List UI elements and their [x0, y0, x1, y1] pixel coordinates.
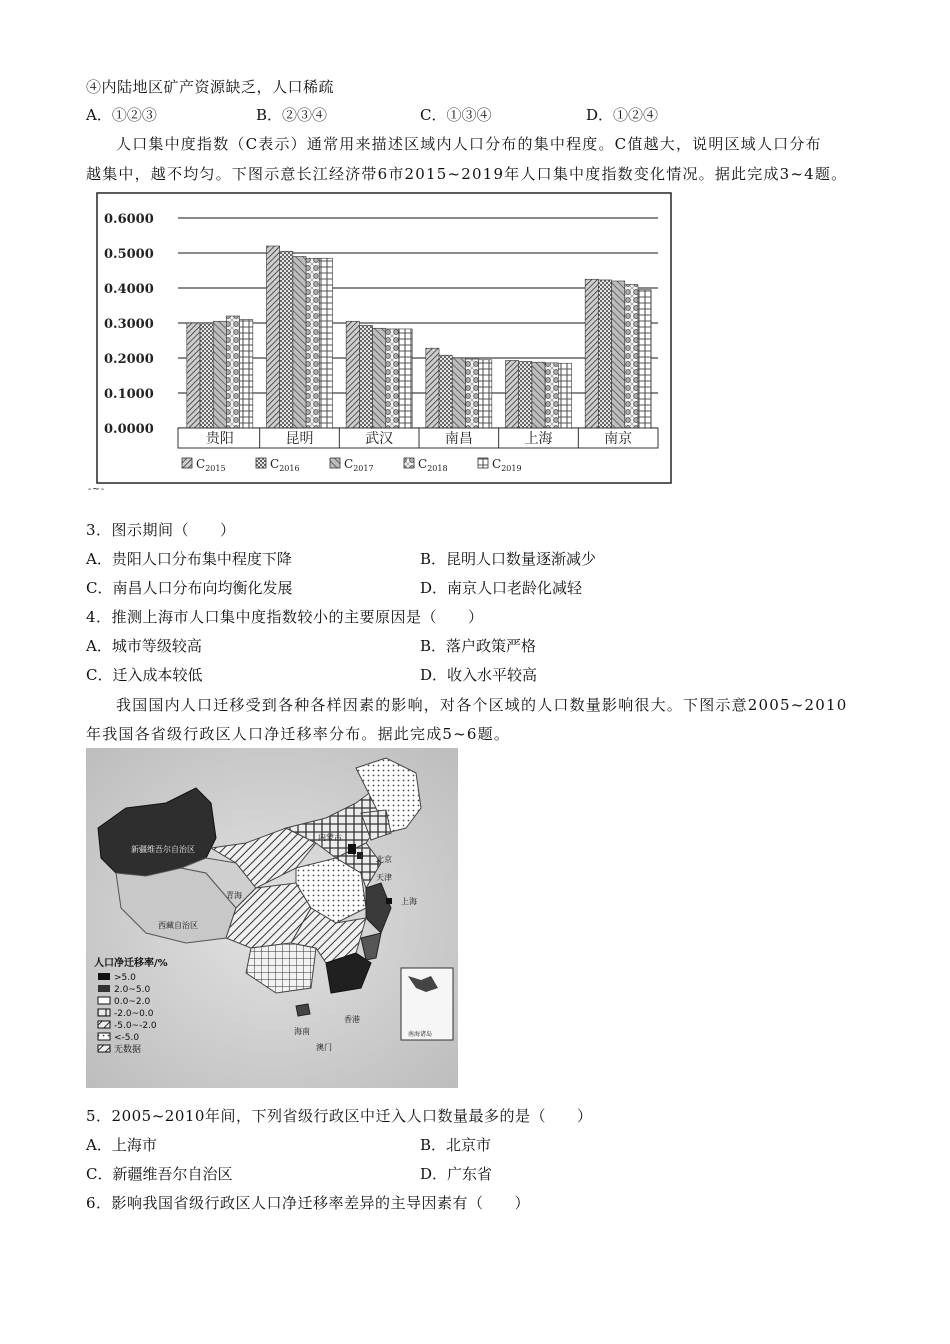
- intro2-line1: 我国国内人口迁移受到各种各样因素的影响，对各个区域的人口数量影响很大。下图示意2005~2010: [116, 696, 848, 714]
- option-key: B．: [420, 1136, 447, 1154]
- concentration-index-chart: [96, 192, 672, 484]
- x-category-label: 武汉: [365, 431, 394, 447]
- legend-label: $C_{2017}$: [344, 457, 374, 473]
- legend-swatch: [404, 458, 414, 468]
- q5-option-b[interactable]: [420, 1134, 491, 1155]
- option-text: ①②③: [111, 106, 157, 124]
- bar-南京-C2017: [612, 281, 625, 428]
- bar-南京-C2016: [598, 280, 611, 428]
- option-key: C．: [86, 1165, 113, 1183]
- y-tick-label: 0.3000: [104, 317, 154, 332]
- label-xianggang: 香港: [344, 1015, 360, 1024]
- option-key: D．: [420, 1165, 448, 1183]
- option-text: ①③④: [446, 106, 492, 124]
- option-text: 南昌人口分布向均衡化发展: [112, 579, 293, 597]
- bar-昆明-C2017: [293, 257, 306, 429]
- legend-label: $C_{2019}$: [492, 457, 522, 473]
- option-text: ②③④: [282, 106, 328, 124]
- q2-item-4: ④内陆地区矿产资源缺乏，人口稀疏: [86, 78, 335, 96]
- bar-贵阳-C2017: [213, 321, 226, 428]
- label-aomen: 澳门: [316, 1043, 332, 1052]
- legend-swatch: [256, 458, 266, 468]
- option-key: B．: [420, 637, 447, 655]
- region-hainan: [296, 1004, 310, 1016]
- q5-option-d[interactable]: [420, 1163, 492, 1184]
- legend-label-neg5toneg2: -5.0~-2.0: [114, 1021, 157, 1031]
- q2-option-a[interactable]: [86, 104, 157, 125]
- intro1-line1: 人口集中度指数（C表示）通常用来描述区域内人口分布的集中程度。C值越大，说明区域人口分布: [116, 135, 822, 153]
- q4-option-a[interactable]: [86, 635, 202, 656]
- x-category-label: 昆明: [285, 431, 314, 447]
- option-key: A．: [86, 550, 112, 568]
- option-text: 北京市: [446, 1136, 492, 1154]
- q3-option-a[interactable]: [86, 548, 292, 569]
- scan-artifact-mark: -~-: [88, 484, 105, 495]
- bar-南昌-C2018: [465, 359, 478, 428]
- bar-昆明-C2016: [280, 251, 293, 428]
- option-text: 新疆维吾尔自治区: [112, 1165, 233, 1183]
- bar-上海-C2016: [519, 362, 532, 429]
- q4-option-c[interactable]: [86, 664, 203, 685]
- option-text: 城市等级较高: [111, 637, 202, 655]
- q2-option-c[interactable]: [420, 104, 492, 125]
- label-beijing: 北京: [376, 855, 392, 864]
- label-xizang: 西藏自治区: [158, 921, 198, 930]
- legend-swatch-neg5toneg2: [98, 1021, 110, 1028]
- y-tick-label: 0.0000: [104, 422, 154, 437]
- label-shanghai: 上海: [401, 897, 417, 906]
- region-beijing: [348, 844, 356, 854]
- bar-南京-C2015: [585, 279, 598, 428]
- intro2-line2: 年我国各省级行政区人口净迁移率分布。据此完成5~6题。: [86, 725, 511, 743]
- q5-stem: 5．2005~2010年间，下列省级行政区中迁入人口数量最多的是（ ）: [86, 1107, 593, 1125]
- option-key: C．: [86, 579, 113, 597]
- bar-武汉-C2017: [373, 328, 386, 428]
- legend-swatch-2to5: [98, 985, 110, 992]
- q5-option-a[interactable]: [86, 1134, 157, 1155]
- label-neimenggu: 内蒙古: [318, 833, 342, 842]
- option-key: A．: [86, 637, 112, 655]
- option-text: 南京人口老龄化减轻: [447, 579, 583, 597]
- bar-武汉-C2018: [386, 329, 399, 428]
- q3-stem: 3．图示期间（ ）: [86, 521, 236, 539]
- q6-stem: 6．影响我国省级行政区人口净迁移率差异的主导因素有（ ）: [86, 1194, 531, 1212]
- bar-贵阳-C2016: [200, 323, 213, 428]
- bar-贵阳-C2018: [226, 316, 239, 428]
- q4-option-b[interactable]: [420, 635, 536, 656]
- option-key: A．: [86, 106, 112, 124]
- label-xinjiang: 新疆维吾尔自治区: [131, 845, 195, 854]
- intro1-line2: 越集中，越不均匀。下图示意长江经济带6市2015~2019年人口集中度指数变化情况。据此完成3~4题。: [86, 165, 848, 183]
- legend-swatch-nodata: [98, 1045, 110, 1052]
- option-key: A．: [86, 1136, 112, 1154]
- legend-swatch: [330, 458, 340, 468]
- bar-上海-C2019: [558, 363, 571, 428]
- option-key: C．: [420, 106, 447, 124]
- bar-南京-C2018: [625, 285, 638, 429]
- bar-南昌-C2015: [426, 348, 439, 428]
- option-text: 收入水平较高: [447, 666, 538, 684]
- bar-贵阳-C2019: [240, 320, 253, 429]
- bar-上海-C2018: [545, 363, 558, 428]
- y-tick-label: 0.6000: [104, 212, 154, 227]
- label-inset: 南海诸岛: [408, 1031, 433, 1038]
- q4-option-d[interactable]: [420, 664, 537, 685]
- legend-swatch: [478, 458, 488, 468]
- x-category-label: 南昌: [444, 431, 473, 447]
- bar-贵阳-C2015: [187, 323, 200, 428]
- net-migration-map: [86, 748, 458, 1088]
- bar-武汉-C2019: [399, 329, 412, 428]
- bar-武汉-C2015: [346, 321, 359, 428]
- option-text: ①②④: [613, 106, 659, 124]
- map-svg: [86, 748, 458, 1088]
- bar-南昌-C2016: [439, 355, 452, 428]
- q5-option-c[interactable]: [86, 1163, 233, 1184]
- bar-南昌-C2017: [452, 358, 465, 428]
- legend-label: $C_{2016}$: [270, 457, 300, 473]
- legend-swatch-gt5: [98, 973, 110, 980]
- legend-label-nodata: 无数据: [114, 1045, 142, 1055]
- bar-武汉-C2016: [359, 325, 372, 428]
- legend-swatch-0to2: [98, 997, 110, 1004]
- legend-label: $C_{2018}$: [418, 457, 448, 473]
- legend-swatch-ltneg5: [98, 1033, 110, 1040]
- map-legend-title: 人口净迁移率/%: [94, 958, 168, 969]
- q2-option-b[interactable]: [256, 104, 327, 125]
- legend-label-ltneg5: <-5.0: [114, 1033, 140, 1043]
- x-category-label: 南京: [604, 431, 633, 447]
- option-key: D．: [420, 666, 448, 684]
- bar-昆明-C2019: [319, 258, 332, 428]
- y-tick-label: 0.2000: [104, 352, 154, 367]
- option-key: C．: [86, 666, 113, 684]
- label-qinghai: 青海: [226, 891, 242, 900]
- legend-label-0to2: 0.0~2.0: [114, 997, 151, 1007]
- bar-上海-C2015: [506, 360, 519, 428]
- x-category-label: 上海: [524, 431, 553, 447]
- region-tianjin: [357, 852, 363, 859]
- x-category-label: 贵阳: [205, 431, 234, 447]
- q4-stem: 4．推测上海市人口集中度指数较小的主要原因是（ ）: [86, 608, 484, 626]
- y-tick-label: 0.4000: [104, 282, 154, 297]
- q3-option-b[interactable]: [420, 548, 596, 569]
- option-key: D．: [420, 579, 448, 597]
- legend-label-2to5: 2.0~5.0: [114, 985, 151, 995]
- chart-svg: [96, 192, 672, 484]
- option-text: 上海市: [111, 1136, 157, 1154]
- label-hainan: 海南: [294, 1027, 310, 1036]
- bar-上海-C2017: [532, 362, 545, 428]
- option-key: B．: [256, 106, 283, 124]
- q2-option-d[interactable]: [586, 104, 658, 125]
- label-tianjin: 天津: [376, 873, 392, 882]
- bar-昆明-C2015: [267, 246, 280, 428]
- option-key: B．: [420, 550, 447, 568]
- option-text: 广东省: [447, 1165, 493, 1183]
- option-text: 贵阳人口分布集中程度下降: [111, 550, 292, 568]
- y-tick-label: 0.5000: [104, 247, 154, 262]
- y-tick-label: 0.1000: [104, 387, 154, 402]
- bar-昆明-C2018: [306, 258, 319, 428]
- category-band: [178, 428, 658, 448]
- q3-option-d[interactable]: [420, 577, 582, 598]
- option-text: 迁入成本较低: [112, 666, 203, 684]
- region-shanghai: [386, 898, 392, 904]
- legend-label: $C_{2015}$: [196, 457, 226, 473]
- bar-南京-C2019: [638, 290, 651, 428]
- legend-swatch-neg2to0: [98, 1009, 110, 1016]
- legend-swatch: [182, 458, 192, 468]
- legend-label-gt5: >5.0: [114, 973, 136, 983]
- option-text: 落户政策严格: [446, 637, 537, 655]
- option-text: 昆明人口数量逐渐减少: [446, 550, 597, 568]
- q3-option-c[interactable]: [86, 577, 293, 598]
- bar-南昌-C2019: [479, 360, 492, 428]
- legend-label-neg2to0: -2.0~0.0: [114, 1009, 154, 1019]
- option-key: D．: [586, 106, 614, 124]
